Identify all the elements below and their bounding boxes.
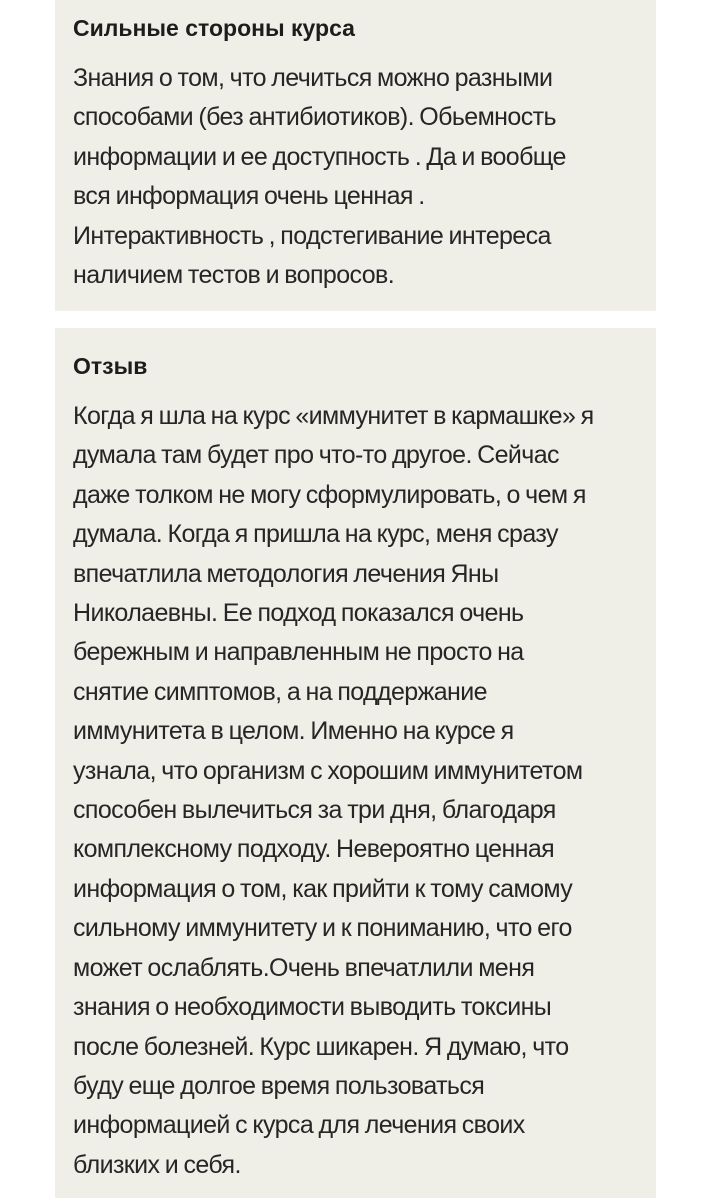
strengths-line: Интерактивность , подстегивание интереса [73, 221, 551, 250]
review-line: думала там будет про что-то другое. Сейчас [73, 441, 559, 470]
strengths-line: Знания о том, что лечиться можно разными [73, 64, 553, 92]
review-line: думала. Когда я пришла на курс, меня сразу [73, 520, 558, 549]
review-text [73, 397, 636, 1185]
review-line: способен вылечиться за три дня, благодаря [73, 796, 556, 825]
review-line: снятие симптомов, а на поддержание [73, 677, 487, 706]
review-card [55, 328, 656, 1198]
review-line: близких и себя. [73, 1150, 241, 1179]
review-line: Когда я шла на курс «иммунитет в кармашке» я [73, 402, 594, 430]
review-line: буду еще долгое время пользоваться [73, 1071, 485, 1100]
review-line: комплексному подходу. Невероятно ценная [73, 835, 555, 864]
review-line: даже толком не могу сформулировать, о чем я [73, 480, 586, 509]
review-line: информация о том, как прийти к тому самому [73, 874, 573, 903]
strengths-line: наличием тестов и вопросов. [73, 261, 395, 290]
strengths-line: информации и ее доступность . Да и вообще [73, 142, 566, 171]
review-line: знания о необходимости выводить токсины [73, 993, 552, 1022]
strengths-line: способами (без антибиотиков). Обьемность [73, 103, 556, 132]
strengths-line: вся информация очень ценная . [73, 182, 425, 211]
review-line: после болезней. Курс шикарен. Я думаю, что [73, 1032, 569, 1061]
review-line: может ослаблять.Очень впечатлили меня [73, 953, 535, 982]
strengths-text [73, 59, 636, 295]
strengths-title: Сильные стороны курса [73, 15, 355, 41]
review-line: узнала, что организм с хорошим иммунитетом [73, 756, 583, 785]
review-line: иммунитета в целом. Именно на курсе я [73, 717, 514, 746]
strengths-card [55, 0, 656, 311]
review-line: сильному иммунитету и к пониманию, что его [73, 914, 572, 943]
review-line: Николаевны. Ее подход показался очень [73, 599, 524, 628]
review-line: впечатлила методология лечения Яны [73, 559, 499, 588]
review-title: Отзыв [73, 353, 148, 379]
review-line: бережным и направленным не просто на [73, 638, 524, 667]
review-line: информацией с курса для лечения своих [73, 1111, 525, 1140]
